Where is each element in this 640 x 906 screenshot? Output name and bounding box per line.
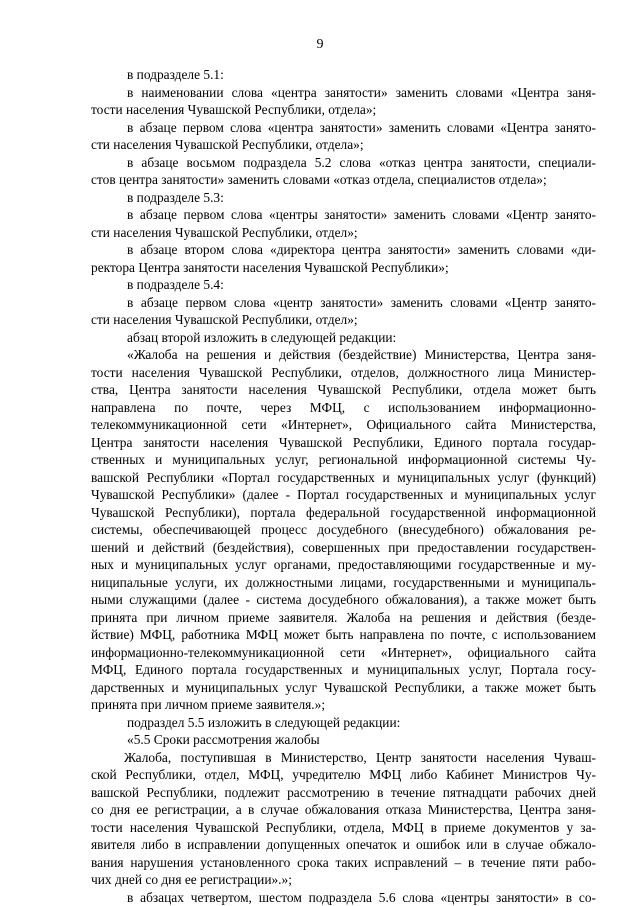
text-line: ственных и муниципальных услуг, региональной информационной системы Чу- bbox=[91, 451, 596, 469]
text-line: ской Республики, отдел, МФЦ, учредителю МФЦ либо Кабинет Министров Чу- bbox=[91, 766, 596, 784]
text-line: «5.5 Сроки рассмотрения жалобы bbox=[91, 731, 596, 749]
page-number: 9 bbox=[0, 37, 640, 53]
text-line: ректора Центра занятости населения Чувашской Республики»; bbox=[91, 259, 596, 277]
text-line: йствие) МФЦ, работника МФЦ может быть направлена по почте, с использованием bbox=[91, 626, 596, 644]
text-line: в подразделе 5.1: bbox=[91, 66, 596, 84]
text-line: чих дней со дня ее регистрации».»; bbox=[91, 871, 596, 889]
text-line: сти населения Чувашской Республики, отдел»; bbox=[91, 311, 596, 329]
text-line: телекоммуникационной сети «Интернет», Официального сайта Министерства, bbox=[91, 416, 596, 434]
text-line: подраздел 5.5 изложить в следующей редакции: bbox=[91, 714, 596, 732]
document-body bbox=[91, 66, 596, 906]
text-line: дарственных и муниципальных услуг Чувашской Республики, а также может быть bbox=[91, 679, 596, 697]
text-line: сти населения Чувашской Республики, отдела»; bbox=[91, 136, 596, 154]
text-line: в подразделе 5.3: bbox=[91, 189, 596, 207]
text-line: в абзаце втором слова «директора центра занятости» заменить словами «ди- bbox=[91, 241, 596, 259]
text-line: в абзаце первом слова «центр занятости» заменить словами «Центр занято- bbox=[91, 294, 596, 312]
text-line: вашской Республики «Портал государственных и муниципальных услуг (функций) bbox=[91, 469, 596, 487]
text-line: абзац второй изложить в следующей редакции: bbox=[91, 329, 596, 347]
text-line: принята при личном приеме заявителя. Жалоба на решения и действия (безде- bbox=[91, 609, 596, 627]
text-line: в абзаце восьмом подраздела 5.2 слова «отказ центра занятости, специали- bbox=[91, 154, 596, 172]
text-line: шений и действий (бездействия), совершенных при предоставлении государствен- bbox=[91, 539, 596, 557]
text-line: Чувашской Республики» (далее - Портал государственных и муниципальных услуг bbox=[91, 486, 596, 504]
text-line: вания нарушения установленного срока таких исправлений – в течение пяти рабо- bbox=[91, 854, 596, 872]
text-line: сти населения Чувашской Республики, отдел»; bbox=[91, 224, 596, 242]
text-line: тости населения Чувашской Республики, отдела, МФЦ в приеме документов у за- bbox=[91, 819, 596, 837]
text-line: явителя либо в исправлении допущенных опечаток и ошибок или в случае обжало- bbox=[91, 836, 596, 854]
text-line: Жалоба, поступившая в Министерство, Центр занятости населения Чуваш- bbox=[91, 749, 596, 767]
text-line: МФЦ, Единого портала государственных и муниципальных услуг, Портала госу- bbox=[91, 661, 596, 679]
text-line: ства, Центра занятости населения Чувашской Республики, отдела может быть bbox=[91, 381, 596, 399]
text-line: в абзаце первом слова «центры занятости» заменить словами «Центр занято- bbox=[91, 206, 596, 224]
text-line: в наименовании слова «центра занятости» заменить словами «Центра заня- bbox=[91, 84, 596, 102]
text-line: системы, обеспечивающей процесс досудебного (внесудебного) обжалования ре- bbox=[91, 521, 596, 539]
text-line: Чувашской Республики), портала федеральной государственной информационной bbox=[91, 504, 596, 522]
text-line: Центра занятости населения Чувашской Республики, Единого портала государ- bbox=[91, 434, 596, 452]
text-line: вашской Республики, подлежит рассмотрению в течение пятнадцати рабочих дней bbox=[91, 784, 596, 802]
text-line: направлена по почте, через МФЦ, с использованием информационно- bbox=[91, 399, 596, 417]
text-line: ниципальные услуги, их должностными лицами, государственными и муниципаль- bbox=[91, 574, 596, 592]
text-line: стов центра занятости» заменить словами «отказ отдела, специалистов отдела»; bbox=[91, 171, 596, 189]
text-line: информационно-телекоммуникационной сети «Интернет», официального сайта bbox=[91, 644, 596, 662]
text-line: тости населения Чувашской Республики, отделов, должностного лица Министер- bbox=[91, 364, 596, 382]
text-line: со дня ее регистрации, а в случае обжалования отказа Министерства, Центра заня- bbox=[91, 801, 596, 819]
text-line: «Жалоба на решения и действия (бездействие) Министерства, Центра заня- bbox=[91, 346, 596, 364]
text-line: в абзацах четвертом, шестом подраздела 5.6 слова «центры занятости» в со- bbox=[91, 889, 596, 906]
text-line: ных и муниципальных услуг органами, предоставляющими государственные и му- bbox=[91, 556, 596, 574]
text-line: ными служащими (далее - система досудебного обжалования), а также может быть bbox=[91, 591, 596, 609]
text-line: в абзаце первом слова «центра занятости» заменить словами «Центра занято- bbox=[91, 119, 596, 137]
text-line: тости населения Чувашской Республики, отдела»; bbox=[91, 101, 596, 119]
text-line: принята при личном приеме заявителя.»; bbox=[91, 696, 596, 714]
text-line: в подразделе 5.4: bbox=[91, 276, 596, 294]
